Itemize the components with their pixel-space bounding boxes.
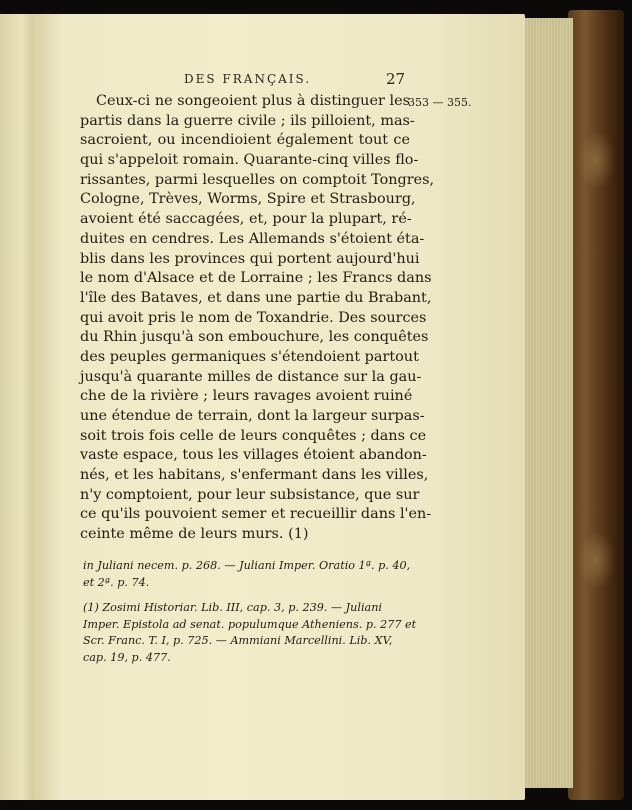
book-cover: [568, 10, 624, 800]
footnotes-block: [83, 558, 417, 666]
text-line: Cologne, Trèves, Worms, Spire et Strasbourg,: [80, 191, 416, 208]
text-line: l'île des Bataves, et dans une partie du Brabant,: [80, 289, 432, 306]
text-line: duites en cendres. Les Allemands s'étoient éta-: [80, 230, 425, 247]
facing-page-edge: [0, 14, 37, 800]
text-line: sacroient, ou incendioient également tout ce: [80, 132, 410, 149]
main-text-block: [80, 92, 435, 545]
footnote-line: cap. 19, p. 477.: [83, 650, 171, 664]
text-line: une étendue de terrain, dont la largeur surpas-: [80, 408, 425, 424]
text-line: le nom d'Alsace et de Lorraine ; les Francs dans: [80, 270, 432, 287]
text-line: blis dans les provinces qui portent aujourd'hui: [80, 250, 420, 267]
footnote-line: in Juliani necem. p. 268. — Juliani Imper. Oratio 1ª. p. 40,: [83, 559, 411, 572]
text-line: nés, et les habitans, s'enfermant dans les villes,: [80, 467, 429, 484]
text-line: des peuples germaniques s'étendoient partout: [80, 348, 419, 365]
text-line: ce qu'ils pouvoient semer et recueillir dans l'en-: [80, 506, 432, 523]
text-line: qui avoit pris le nom de Toxandrie. Des sources: [80, 309, 427, 326]
text-line: qui s'appeloit romain. Quarante-cinq villes flo-: [80, 152, 419, 169]
footnote-line: Imper. Epistola ad senat. populumque Atheniens. p. 277 et: [83, 617, 417, 631]
text-line: n'y comptoient, pour leur subsistance, que sur: [80, 486, 420, 503]
text-line: rissantes, parmi lesquelles on comptoit Tongres,: [80, 171, 435, 188]
text-line: Ceux-ci ne songeoient plus à distinguer les: [96, 93, 410, 109]
footnote-line: et 2ª. p. 74.: [83, 575, 150, 589]
cover-wear: [576, 530, 616, 590]
text-line: partis dans la guerre civile ; ils pilloient, mas-: [80, 112, 415, 129]
footnote-line: (1) Zosimi Historiar. Lib. III, cap. 3, p. 239. — Juliani: [83, 601, 382, 614]
text-line: vaste espace, tous les villages étoient abandon-: [80, 447, 427, 464]
text-line: avoient été saccagées, et, pour la plupart, ré-: [80, 211, 412, 228]
text-line: ceinte même de leurs murs. (1): [80, 526, 309, 543]
text-line: jusqu'à quarante milles de distance sur la gau-: [80, 368, 422, 385]
cover-wear: [576, 130, 616, 190]
page-block-edges: [520, 18, 573, 788]
text-line: soit trois fois celle de leurs conquêtes ; dans ce: [80, 427, 427, 444]
footnote-line: Scr. Franc. T. I, p. 725. — Ammiani Marcellini. Lib. XV,: [83, 634, 393, 647]
text-line: du Rhin jusqu'à son embouchure, les conquêtes: [80, 329, 429, 346]
margin-year-note: 353 — 355.: [408, 96, 472, 109]
text-line: che de la rivière ; leurs ravages avoient ruiné: [80, 388, 413, 405]
page-number: 27: [386, 70, 406, 88]
running-title: DES FRANÇAIS.: [184, 72, 312, 86]
